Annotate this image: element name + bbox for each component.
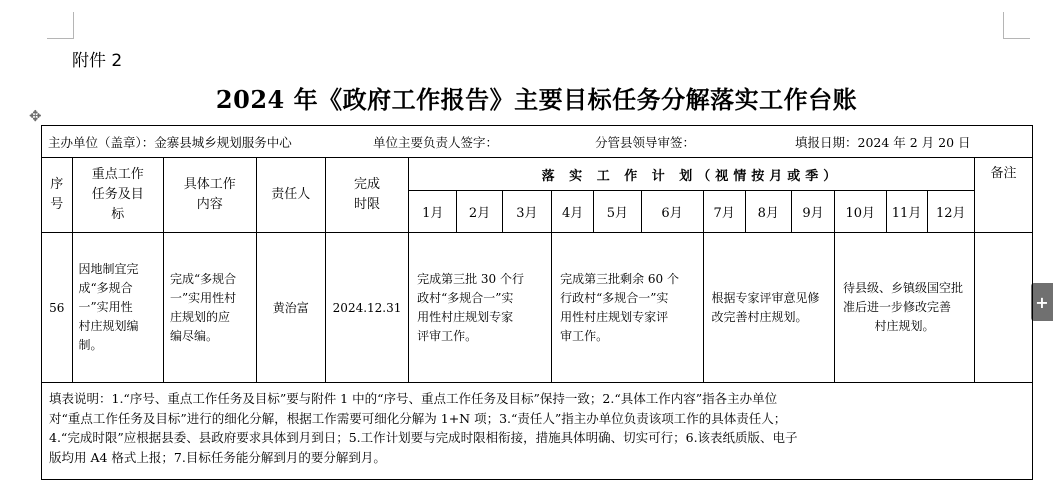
- plus-icon[interactable]: +: [1031, 283, 1053, 321]
- header-content: 具体工作 内容: [164, 158, 257, 233]
- row-no: 56: [42, 233, 73, 383]
- info-row: [42, 126, 1033, 158]
- month-header: 11月: [886, 191, 927, 233]
- row-deadline: 2024.12.31: [325, 233, 408, 383]
- plan-q1: 完成第三批 30 个行 政村“多规合一”实 用性村庄规划专家 评审工作。: [409, 233, 552, 383]
- row-owner: 黄治富: [256, 233, 325, 383]
- page-corner-mark-left: [47, 12, 74, 39]
- month-header: 6月: [641, 191, 703, 233]
- month-header: 9月: [791, 191, 834, 233]
- table-row: [42, 233, 1033, 383]
- row-content: 完成“多规合 一”实用性村 庄规划的应 编尽编。: [164, 233, 257, 383]
- month-header: 5月: [594, 191, 641, 233]
- notes-row: [42, 383, 1033, 480]
- header-no: 序 号: [42, 158, 73, 233]
- header-row-1: [42, 158, 1033, 191]
- month-header: 12月: [927, 191, 974, 233]
- month-header: 3月: [502, 191, 551, 233]
- page-corner-mark-right: [1003, 12, 1030, 39]
- leader-signature-field: 单位主要负责人签字：: [373, 134, 499, 150]
- month-header: 4月: [552, 191, 594, 233]
- fill-instructions: 填表说明：1.“序号、重点工作任务及目标”要与附件 1 中的“序号、重点工作任务及目标”保持一致；2.“具体工作内容”指各主办单位 对“重点工作任务及目标”进行的细化分解，根据工作需要可细化分解为 1+N 项；3.“责任人”指主办单位负责该项工作的具体责任人； 4.“完成时限”应根据县委、县政府要求具体到月到日；5.工作计划要与完成时限相衔接，措施具体明确、切实可行；6.该表纸质版、电子 版均用 A4 格式上报；7.目标任务能分解到月的要分解到月。: [42, 383, 1033, 480]
- plan-q2: 完成第三批剩余 60 个 行政村“多规合一”实 用性村庄规划专家评 审工作。: [552, 233, 703, 383]
- county-review-field: 分管县领导审签：: [595, 134, 696, 150]
- task-ledger-table: [41, 125, 1033, 480]
- header-remark: 备注: [974, 158, 1032, 233]
- document-title: 2024 年《政府工作报告》主要目标任务分解落实工作台账: [215, 85, 858, 114]
- info-cell: [42, 126, 1033, 158]
- header-deadline: 完成 时限: [325, 158, 408, 233]
- row-remark: [974, 233, 1032, 383]
- attachment-label: 附件 2: [72, 51, 123, 71]
- month-header: 10月: [835, 191, 887, 233]
- move-handle-icon[interactable]: ✥: [29, 107, 42, 125]
- month-header: 8月: [745, 191, 791, 233]
- month-header: 1月: [409, 191, 457, 233]
- header-task: 重点工作 任务及目 标: [72, 158, 164, 233]
- plan-q4: 待县级、乡镇级国空批 准后进一步修改完善 村庄规划。: [835, 233, 975, 383]
- plan-q3: 根据专家评审意见修 改完善村庄规划。: [703, 233, 834, 383]
- header-owner: 责任人: [256, 158, 325, 233]
- organizer-field: 主办单位（盖章）：金寨县城乡规划服务中心: [48, 134, 292, 150]
- header-work-plan: 落 实 工 作 计 划（视情按月或季）: [409, 158, 975, 191]
- month-header: 2月: [457, 191, 502, 233]
- month-header: 7月: [703, 191, 745, 233]
- report-date-field: 填报日期：2024 年 2 月 20 日: [795, 134, 971, 150]
- row-task: 因地制宜完 成“多规合 一”实用性 村庄规划编 制。: [72, 233, 164, 383]
